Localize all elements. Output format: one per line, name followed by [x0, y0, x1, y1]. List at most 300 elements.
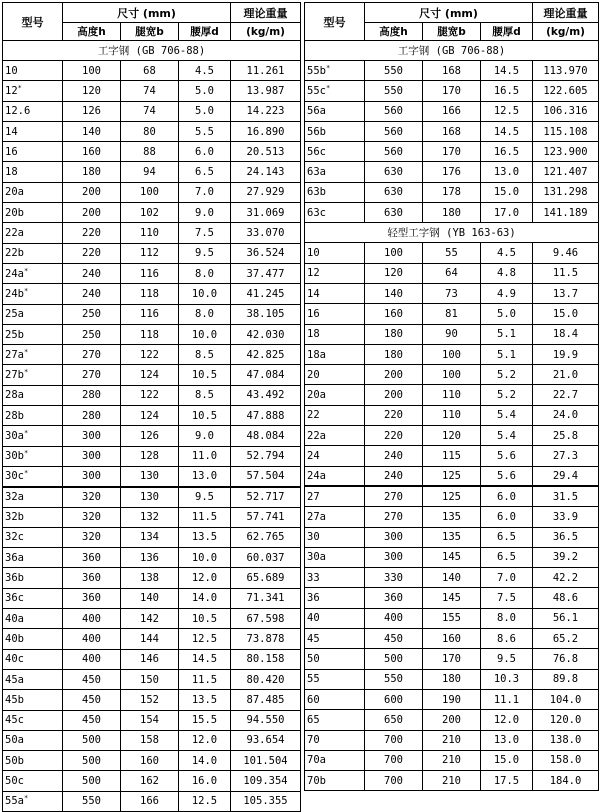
cell-width: 74	[121, 101, 179, 121]
table-row	[3, 466, 301, 486]
cell-weight: 14.223	[231, 101, 301, 121]
table-row	[305, 182, 599, 202]
cell-thickness: 12.5	[179, 791, 231, 811]
asterisk-mark: *	[23, 469, 29, 478]
cell-thickness: 9.5	[481, 649, 533, 669]
cell-width: 122	[121, 345, 179, 365]
table-row	[3, 426, 301, 446]
cell-weight: 21.0	[533, 365, 599, 385]
cell-weight: 42.030	[231, 324, 301, 344]
cell-type: 56b	[305, 121, 365, 141]
cell-width: 138	[121, 568, 179, 588]
cell-thickness: 5.0	[481, 304, 533, 324]
cell-height: 160	[365, 304, 423, 324]
cell-weight: 65.689	[231, 568, 301, 588]
cell-width: 146	[121, 649, 179, 669]
table-row	[3, 568, 301, 588]
cell-type: 50	[305, 649, 365, 669]
cell-width: 90	[423, 324, 481, 344]
cell-width: 102	[121, 203, 179, 223]
cell-type: 18	[3, 162, 63, 182]
cell-height: 320	[63, 527, 121, 547]
cell-thickness: 4.9	[481, 283, 533, 303]
table-row	[305, 629, 599, 649]
cell-type: 27	[305, 486, 365, 506]
cell-type: 33	[305, 568, 365, 588]
cell-height: 250	[63, 324, 121, 344]
cell-thickness: 5.1	[481, 324, 533, 344]
cell-type: 36c	[3, 588, 63, 608]
cell-height: 270	[63, 365, 121, 385]
cell-type: 63a	[305, 162, 365, 182]
cell-height: 500	[63, 730, 121, 750]
table-row	[305, 203, 599, 223]
cell-height: 240	[63, 263, 121, 283]
table-row	[305, 101, 599, 121]
cell-width: 100	[423, 344, 481, 364]
cell-weight: 80.420	[231, 669, 301, 689]
cell-thickness: 6.5	[481, 527, 533, 547]
cell-width: 112	[121, 243, 179, 263]
cell-width: 74	[121, 81, 179, 101]
table-row	[305, 385, 599, 405]
cell-thickness: 11.1	[481, 689, 533, 709]
cell-weight: 16.890	[231, 121, 301, 141]
cell-type: 45	[305, 629, 365, 649]
cell-thickness: 5.6	[481, 446, 533, 466]
table-row	[3, 791, 301, 811]
cell-type: 60	[305, 689, 365, 709]
cell-thickness: 7.5	[481, 588, 533, 608]
cell-weight: 33.9	[533, 507, 599, 527]
cell-height: 700	[365, 750, 423, 770]
cell-width: 190	[423, 689, 481, 709]
table-row	[305, 649, 599, 669]
cell-weight: 56.1	[533, 608, 599, 628]
cell-type: 63c	[305, 203, 365, 223]
cell-height: 240	[365, 466, 423, 486]
cell-height: 400	[63, 629, 121, 649]
cell-height: 300	[365, 527, 423, 547]
cell-weight: 13.7	[533, 283, 599, 303]
cell-width: 140	[423, 568, 481, 588]
table-row	[305, 547, 599, 567]
cell-type: 55	[305, 669, 365, 689]
cell-type: 45c	[3, 710, 63, 730]
cell-weight: 76.8	[533, 649, 599, 669]
cell-weight: 27.3	[533, 446, 599, 466]
cell-height: 180	[365, 324, 423, 344]
cell-thickness: 9.0	[179, 426, 231, 446]
table-row	[305, 61, 599, 81]
cell-type: 36b	[3, 568, 63, 588]
cell-thickness: 5.2	[481, 365, 533, 385]
cell-type: 56c	[305, 142, 365, 162]
cell-width: 126	[121, 426, 179, 446]
table-row	[305, 771, 599, 791]
cell-type: 30c*	[3, 466, 63, 486]
table-row	[305, 283, 599, 303]
cell-height: 560	[365, 121, 423, 141]
cell-height: 100	[63, 61, 121, 81]
cell-width: 170	[423, 142, 481, 162]
header-width: 腿宽b	[121, 23, 179, 41]
cell-width: 176	[423, 162, 481, 182]
header-dims: 尺寸 (mm)	[365, 3, 533, 23]
cell-height: 120	[365, 263, 423, 283]
asterisk-mark: *	[23, 449, 29, 458]
cell-weight: 36.524	[231, 243, 301, 263]
cell-type: 27a	[305, 507, 365, 527]
cell-weight: 89.8	[533, 669, 599, 689]
cell-type: 32a	[3, 487, 63, 507]
cell-weight: 47.084	[231, 365, 301, 385]
table-row	[3, 81, 301, 101]
cell-type: 25b	[3, 324, 63, 344]
table-row	[3, 588, 301, 608]
cell-width: 178	[423, 182, 481, 202]
table-row	[305, 324, 599, 344]
cell-height: 140	[63, 121, 121, 141]
cell-weight: 11.5	[533, 263, 599, 283]
cell-weight: 93.654	[231, 730, 301, 750]
table-row	[3, 385, 301, 405]
cell-width: 130	[121, 466, 179, 486]
section-title-light: 轻型工字钢 (YB 163-63)	[305, 223, 599, 243]
cell-type: 45a	[3, 669, 63, 689]
table-row	[305, 243, 599, 263]
cell-weight: 123.900	[533, 142, 599, 162]
cell-thickness: 12.5	[179, 629, 231, 649]
cell-weight: 80.158	[231, 649, 301, 669]
cell-height: 560	[365, 101, 423, 121]
cell-weight: 37.477	[231, 263, 301, 283]
cell-thickness: 5.0	[179, 101, 231, 121]
cell-weight: 158.0	[533, 750, 599, 770]
cell-type: 40a	[3, 609, 63, 629]
cell-thickness: 6.5	[179, 162, 231, 182]
cell-thickness: 4.8	[481, 263, 533, 283]
table-row	[3, 629, 301, 649]
cell-height: 270	[365, 507, 423, 527]
cell-type: 56a	[305, 101, 365, 121]
cell-thickness: 12.0	[179, 568, 231, 588]
cell-type: 55c*	[305, 81, 365, 101]
header-weight-unit: (kg/m)	[533, 23, 599, 41]
cell-type: 65	[305, 710, 365, 730]
cell-height: 126	[63, 101, 121, 121]
left-table	[2, 2, 301, 812]
table-row	[3, 263, 301, 283]
cell-width: 130	[121, 487, 179, 507]
steel-table-page	[2, 2, 598, 808]
cell-width: 80	[121, 121, 179, 141]
cell-thickness: 6.0	[481, 507, 533, 527]
cell-type: 30	[305, 527, 365, 547]
cell-height: 550	[63, 791, 121, 811]
cell-height: 400	[63, 609, 121, 629]
table-row	[305, 730, 599, 750]
cell-type: 30a	[305, 547, 365, 567]
cell-width: 145	[423, 547, 481, 567]
cell-thickness: 8.0	[179, 263, 231, 283]
cell-width: 64	[423, 263, 481, 283]
cell-type: 30b*	[3, 446, 63, 466]
cell-width: 160	[423, 629, 481, 649]
cell-thickness: 16.0	[179, 771, 231, 791]
table-row	[3, 304, 301, 324]
cell-type: 16	[305, 304, 365, 324]
cell-weight: 27.929	[231, 182, 301, 202]
cell-type: 12*	[3, 81, 63, 101]
cell-thickness: 12.5	[481, 101, 533, 121]
cell-weight: 131.298	[533, 182, 599, 202]
header-height: 高度h	[63, 23, 121, 41]
cell-type: 70	[305, 730, 365, 750]
cell-type: 20	[305, 365, 365, 385]
cell-weight: 71.341	[231, 588, 301, 608]
cell-thickness: 5.4	[481, 405, 533, 425]
cell-weight: 13.987	[231, 81, 301, 101]
cell-weight: 20.513	[231, 142, 301, 162]
cell-width: 170	[423, 649, 481, 669]
cell-thickness: 8.5	[179, 345, 231, 365]
cell-height: 550	[365, 61, 423, 81]
cell-weight: 9.46	[533, 243, 599, 263]
cell-height: 220	[63, 243, 121, 263]
cell-height: 220	[365, 405, 423, 425]
cell-thickness: 13.5	[179, 690, 231, 710]
table-row	[3, 771, 301, 791]
cell-height: 200	[365, 385, 423, 405]
cell-weight: 36.5	[533, 527, 599, 547]
cell-height: 630	[365, 162, 423, 182]
header-weight-unit: (kg/m)	[231, 23, 301, 41]
cell-type: 22a	[3, 223, 63, 243]
cell-width: 210	[423, 730, 481, 750]
cell-width: 168	[423, 61, 481, 81]
cell-height: 400	[365, 608, 423, 628]
table-row	[3, 751, 301, 771]
cell-width: 110	[121, 223, 179, 243]
cell-width: 170	[423, 81, 481, 101]
cell-type: 55a*	[3, 791, 63, 811]
cell-width: 116	[121, 304, 179, 324]
table-row	[305, 527, 599, 547]
cell-thickness: 12.0	[179, 730, 231, 750]
cell-weight: 29.4	[533, 466, 599, 486]
cell-weight: 113.970	[533, 61, 599, 81]
cell-thickness: 5.0	[179, 81, 231, 101]
table-row	[3, 649, 301, 669]
cell-height: 450	[365, 629, 423, 649]
table-row	[305, 486, 599, 506]
cell-type: 22b	[3, 243, 63, 263]
cell-thickness: 9.5	[179, 487, 231, 507]
cell-thickness: 11.0	[179, 446, 231, 466]
cell-type: 30a*	[3, 426, 63, 446]
cell-thickness: 7.0	[179, 182, 231, 202]
table-row	[305, 426, 599, 446]
table-row	[305, 344, 599, 364]
header-weight: 理论重量	[533, 3, 599, 23]
table-row	[3, 61, 301, 81]
cell-thickness: 15.0	[481, 182, 533, 202]
table-row	[305, 263, 599, 283]
asterisk-mark: *	[23, 794, 29, 803]
cell-type: 50b	[3, 751, 63, 771]
cell-thickness: 13.5	[179, 527, 231, 547]
cell-width: 152	[121, 690, 179, 710]
cell-thickness: 15.5	[179, 710, 231, 730]
cell-weight: 57.741	[231, 507, 301, 527]
cell-width: 158	[121, 730, 179, 750]
cell-thickness: 14.0	[179, 751, 231, 771]
cell-width: 120	[423, 426, 481, 446]
cell-width: 168	[423, 121, 481, 141]
cell-thickness: 14.5	[179, 649, 231, 669]
cell-height: 300	[365, 547, 423, 567]
cell-type: 20b	[3, 203, 63, 223]
cell-width: 135	[423, 507, 481, 527]
cell-height: 360	[63, 588, 121, 608]
cell-type: 14	[305, 283, 365, 303]
cell-thickness: 12.0	[481, 710, 533, 730]
cell-type: 27b*	[3, 365, 63, 385]
asterisk-mark: *	[17, 83, 22, 92]
cell-type: 36a	[3, 548, 63, 568]
cell-weight: 31.069	[231, 203, 301, 223]
cell-type: 14	[3, 121, 63, 141]
cell-height: 550	[365, 669, 423, 689]
cell-height: 240	[63, 284, 121, 304]
cell-type: 36	[305, 588, 365, 608]
section-title: 工字钢 (GB 706-88)	[305, 41, 599, 61]
table-row	[3, 243, 301, 263]
cell-type: 22a	[305, 426, 365, 446]
cell-weight: 138.0	[533, 730, 599, 750]
cell-type: 25a	[3, 304, 63, 324]
table-row	[305, 446, 599, 466]
table-row	[305, 405, 599, 425]
cell-width: 145	[423, 588, 481, 608]
cell-height: 450	[63, 710, 121, 730]
cell-type: 18	[305, 324, 365, 344]
cell-thickness: 13.0	[179, 466, 231, 486]
cell-thickness: 9.5	[179, 243, 231, 263]
cell-thickness: 6.5	[481, 547, 533, 567]
cell-height: 220	[63, 223, 121, 243]
table-row	[305, 608, 599, 628]
cell-width: 150	[121, 669, 179, 689]
cell-type: 27a*	[3, 345, 63, 365]
table-row	[3, 609, 301, 629]
cell-width: 162	[121, 771, 179, 791]
cell-weight: 52.794	[231, 446, 301, 466]
cell-height: 180	[63, 162, 121, 182]
cell-width: 132	[121, 507, 179, 527]
header-type: 型号	[305, 3, 365, 41]
cell-weight: 19.9	[533, 344, 599, 364]
cell-type: 24a	[305, 466, 365, 486]
cell-height: 700	[365, 730, 423, 750]
table-row	[3, 527, 301, 547]
table-row	[305, 466, 599, 486]
cell-thickness: 9.0	[179, 203, 231, 223]
cell-type: 50a	[3, 730, 63, 750]
cell-height: 120	[63, 81, 121, 101]
cell-weight: 67.598	[231, 609, 301, 629]
cell-width: 154	[121, 710, 179, 730]
cell-height: 240	[365, 446, 423, 466]
table-row	[305, 162, 599, 182]
header-height: 高度h	[365, 23, 423, 41]
cell-weight: 25.8	[533, 426, 599, 446]
cell-type: 22	[305, 405, 365, 425]
cell-type: 28b	[3, 406, 63, 426]
cell-thickness: 5.5	[179, 121, 231, 141]
cell-thickness: 16.5	[481, 142, 533, 162]
cell-width: 88	[121, 142, 179, 162]
cell-thickness: 10.0	[179, 284, 231, 304]
cell-thickness: 10.5	[179, 365, 231, 385]
cell-type: 20a	[305, 385, 365, 405]
cell-type: 16	[3, 142, 63, 162]
cell-type: 28a	[3, 385, 63, 405]
cell-weight: 31.5	[533, 486, 599, 506]
cell-width: 155	[423, 608, 481, 628]
header-type: 型号	[3, 3, 63, 41]
cell-weight: 104.0	[533, 689, 599, 709]
cell-thickness: 14.5	[481, 121, 533, 141]
cell-width: 116	[121, 263, 179, 283]
cell-weight: 15.0	[533, 304, 599, 324]
cell-height: 200	[365, 365, 423, 385]
cell-type: 50c	[3, 771, 63, 791]
cell-weight: 48.6	[533, 588, 599, 608]
cell-width: 115	[423, 446, 481, 466]
cell-weight: 109.354	[231, 771, 301, 791]
table-row	[3, 284, 301, 304]
right-table	[304, 2, 599, 791]
table-row	[3, 121, 301, 141]
cell-type: 45b	[3, 690, 63, 710]
cell-type: 40b	[3, 629, 63, 649]
cell-type: 55b*	[305, 61, 365, 81]
cell-height: 300	[63, 466, 121, 486]
cell-width: 118	[121, 324, 179, 344]
cell-type: 40c	[3, 649, 63, 669]
cell-width: 94	[121, 162, 179, 182]
table-row	[3, 101, 301, 121]
cell-height: 300	[63, 446, 121, 466]
cell-width: 166	[423, 101, 481, 121]
cell-type: 32c	[3, 527, 63, 547]
cell-thickness: 14.0	[179, 588, 231, 608]
cell-weight: 106.316	[533, 101, 599, 121]
table-row	[305, 710, 599, 730]
asterisk-mark: *	[23, 266, 29, 275]
cell-thickness: 10.0	[179, 324, 231, 344]
cell-width: 125	[423, 466, 481, 486]
cell-height: 630	[365, 182, 423, 202]
cell-thickness: 10.5	[179, 406, 231, 426]
cell-weight: 87.485	[231, 690, 301, 710]
cell-height: 400	[63, 649, 121, 669]
asterisk-mark: *	[23, 428, 29, 437]
cell-weight: 33.070	[231, 223, 301, 243]
cell-thickness: 5.2	[481, 385, 533, 405]
